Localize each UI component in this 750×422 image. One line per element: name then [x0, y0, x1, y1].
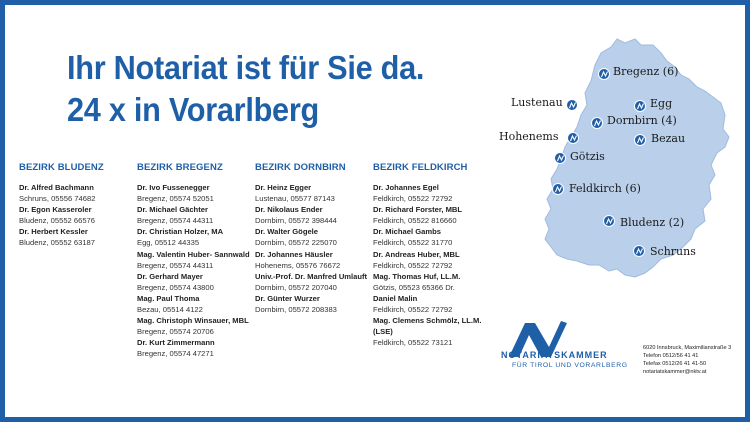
town-label-egg: Egg: [650, 97, 673, 110]
notary-phone: Bludenz, 05552 66576: [19, 216, 96, 226]
notary-entry: [255, 271, 375, 293]
notary-name: Mag. Thomas Huf, LL.M.: [373, 271, 461, 281]
notary-phone: Götzis, 05523 65366 Dr.: [373, 282, 455, 292]
notary-name: Dr. Günter Wurzer: [255, 293, 320, 303]
contact-block: [643, 344, 731, 376]
contact-phone: Telefon 0512/56 41 41: [643, 353, 699, 359]
notary-phone: Egg, 05512 44335: [137, 238, 200, 248]
notary-entry: [137, 204, 257, 226]
notary-entry: [255, 182, 375, 204]
notary-entry: [373, 182, 493, 204]
notary-phone: Bregenz, 05574 47271: [137, 349, 214, 359]
notary-name: Dr. Ivo Fussenegger: [137, 183, 210, 192]
notary-name: Mag. Christoph Winsauer, MBL: [137, 316, 249, 326]
notary-marker-icon: [634, 134, 646, 146]
notary-phone: Bregenz, 05574 20706: [137, 327, 214, 337]
notary-entry: [137, 271, 257, 293]
contact-email: notariatskammer@nktv.at: [643, 369, 707, 375]
notary-marker-icon: [598, 68, 610, 80]
notary-name: Dr. Herbert Kessler: [19, 227, 88, 237]
notary-name: Dr. Richard Forster, MBL: [373, 205, 463, 215]
town-label-bregenz: Bregenz (6): [613, 65, 679, 78]
notary-marker-icon: [554, 152, 566, 164]
bezirk-title: BEZIRK FELDKIRCH: [373, 162, 468, 173]
notary-name: Dr. Michael Gambs: [373, 227, 441, 237]
notary-marker-icon: [566, 99, 578, 111]
bezirk-bludenz: [19, 162, 139, 249]
notary-marker-icon: [552, 183, 564, 195]
headline-line-2: 24 x in Vorarlberg: [67, 91, 319, 128]
notary-entry: [373, 293, 493, 315]
town-label-dornbirn: Dornbirn (4): [607, 114, 677, 127]
notary-marker-icon: [591, 117, 603, 129]
notary-marker-icon: [633, 245, 645, 257]
notary-name: Univ.-Prof. Dr. Manfred Umlauft: [255, 271, 368, 281]
town-label-schruns: Schruns: [650, 245, 696, 258]
notary-name: Dr. Gerhard Mayer: [137, 271, 203, 281]
notary-name: Dr. Johannes Egel: [373, 183, 439, 192]
notary-entry: [137, 226, 257, 248]
notary-name: Mag. Clemens Schmölz, LL.M. (LSE): [373, 316, 482, 337]
notary-name: Dr. Nikolaus Ender: [255, 205, 323, 215]
notary-name: Dr. Kurt Zimmermann: [137, 338, 215, 348]
notary-marker-icon: [567, 132, 579, 144]
notary-name: Dr. Alfred Bachmann: [19, 183, 94, 192]
notary-phone: Dornbirn, 05572 225070: [255, 238, 337, 248]
town-label-bludenz: Bludenz (2): [620, 216, 685, 229]
contact-address: 6020 Innsbruck, Maximilianstraße 3: [643, 345, 732, 351]
notary-name: Mag. Valentin Huber- Sannwald: [137, 249, 250, 259]
notary-marker-icon: [603, 215, 615, 227]
notary-phone: Dornbirn, 05572 398444: [255, 216, 337, 226]
notary-phone: Bezau, 05514 4122: [137, 305, 203, 315]
notary-marker-icon: [634, 100, 646, 112]
notary-entry: [137, 315, 257, 337]
notary-entry: [137, 293, 257, 315]
notary-phone: Bregenz, 05574 44311: [137, 260, 214, 270]
notary-phone: Feldkirch, 05522 72792: [373, 194, 453, 204]
notary-phone: Bregenz, 05574 43800: [137, 282, 214, 292]
notary-name: Daniel Malin: [373, 293, 418, 303]
bezirk-feldkirch: [373, 162, 493, 348]
notary-name: Dr. Johannes Häusler: [255, 249, 333, 259]
notary-entry: [373, 204, 493, 226]
notary-phone: Bludenz, 05552 63187: [19, 238, 96, 248]
bezirk-title: BEZIRK DORNBIRN: [255, 162, 346, 173]
bezirk-title: BEZIRK BLUDENZ: [19, 162, 104, 173]
notary-entry: [255, 249, 375, 271]
notary-phone: Feldkirch, 05522 73121: [373, 338, 453, 348]
notary-entry: [137, 337, 257, 359]
headline-line-1: Ihr Notariat ist für Sie da.: [67, 49, 425, 86]
notary-name: Dr. Christian Holzer, MA: [137, 227, 224, 237]
logo-name: NOTARIATSKAMMER: [501, 350, 608, 360]
notary-name: Dr. Egon Kasseroler: [19, 205, 92, 215]
contact-fax: Telefax 0512/26 41 41-50: [643, 361, 707, 367]
notary-phone: Dornbirn, 05572 208383: [255, 305, 337, 315]
notary-phone: Feldkirch, 05522 72792: [373, 260, 453, 270]
bezirk-title: BEZIRK BREGENZ: [137, 162, 223, 173]
notary-entry: [19, 204, 139, 226]
notary-entry: [373, 249, 493, 271]
notary-phone: Lustenau, 05577 87143: [255, 194, 335, 204]
notary-name: Dr. Heinz Egger: [255, 183, 312, 192]
notary-phone: Dornbirn, 05572 207040: [255, 282, 337, 292]
notary-entry: [137, 182, 257, 204]
notary-phone: Bregenz, 05574 52051: [137, 194, 214, 204]
notary-entry: [255, 204, 375, 226]
notary-entry: [373, 226, 493, 248]
notary-entry: [255, 293, 375, 315]
notary-name: Mag. Paul Thoma: [137, 293, 200, 303]
town-label-feldkirch: Feldkirch (6): [569, 182, 641, 195]
notary-phone: Bregenz, 05574 44311: [137, 216, 214, 226]
notary-entry: [373, 315, 493, 348]
notary-name: Dr. Walter Gögele: [255, 227, 319, 237]
notary-name: Dr. Michael Gächter: [137, 205, 208, 215]
bezirk-dornbirn: [255, 162, 375, 315]
town-label-goetzis: Götzis: [570, 150, 605, 163]
notary-phone: Feldkirch, 05522 72792: [373, 305, 453, 315]
notary-phone: Hohenems, 05576 76672: [255, 260, 341, 270]
town-label-hohenems: Hohenems: [499, 130, 559, 143]
notary-entry: [19, 182, 139, 204]
town-label-lustenau: Lustenau: [511, 96, 563, 109]
notary-phone: Feldkirch, 05522 816660: [373, 216, 457, 226]
notary-entry: [19, 226, 139, 248]
notary-name: Dr. Andreas Huber, MBL: [373, 249, 460, 259]
vorarlberg-map: [485, 33, 750, 295]
logo-subtitle: FÜR TIROL UND VORARLBERG: [512, 362, 628, 369]
bezirk-bregenz: [137, 162, 257, 360]
notary-entry: [255, 226, 375, 248]
notary-entry: [373, 271, 493, 293]
notary-entry: [137, 249, 257, 271]
notary-phone: Feldkirch, 05522 31770: [373, 238, 453, 248]
notary-phone: Schruns, 05556 74682: [19, 194, 96, 204]
town-label-bezau: Bezau: [651, 132, 686, 145]
